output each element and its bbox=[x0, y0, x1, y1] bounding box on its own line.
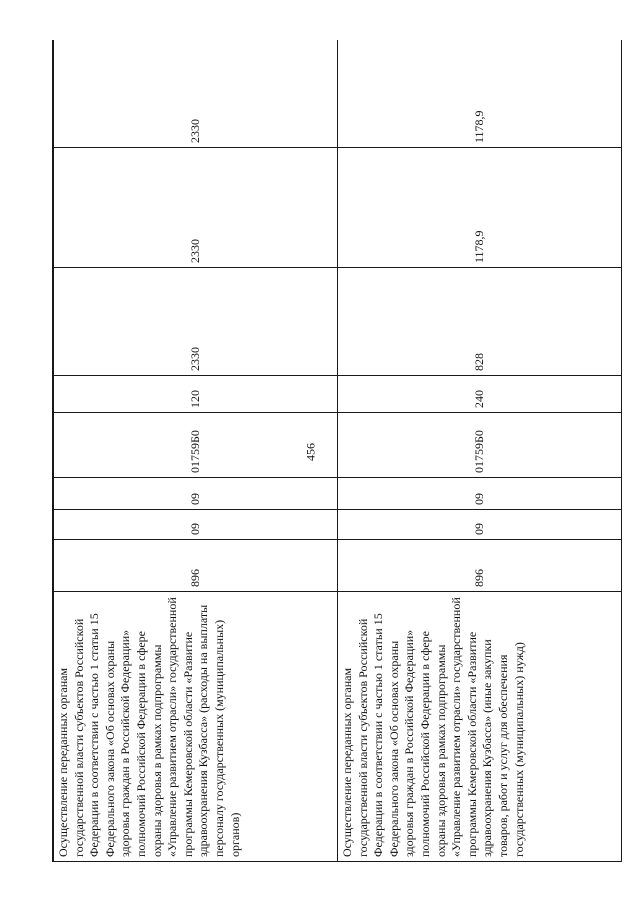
ministry-code: 896 bbox=[53, 540, 338, 592]
page-number: 456 bbox=[303, 443, 318, 461]
amount-cell: 1178,9 bbox=[338, 40, 622, 148]
table-row bbox=[338, 40, 622, 862]
subsection-code: 09 bbox=[338, 478, 622, 510]
amount-cell: 2330 bbox=[53, 268, 338, 376]
section-code: 09 bbox=[338, 510, 622, 540]
target-item-code: 01759Б0 bbox=[53, 413, 338, 478]
section-code: 09 bbox=[53, 510, 338, 540]
expense-type-code: 120 bbox=[53, 376, 338, 413]
amount-cell: 1178,9 bbox=[338, 148, 622, 268]
expense-description: Осуществление переданных органам государственной власти субъектов Российской Федерации в соответствии с частью 1 статьи 15 Федерального закона «Об основах охраны здоровья граждан в Российской Федерации» полномочий Российской Федерации в сфере охраны здоровья в рамках подпрограммы «Управление развитием отрасли» государственной программы Кемеровской области «Развитие здравоохранения Кузбасса» (расходы на выплаты персоналу государственных (муниципальных) органов) bbox=[53, 592, 338, 862]
expense-description: Осуществление переданных органам государственной власти субъектов Российской Федерации в соответствии с частью 1 статьи 15 Федерального закона «Об основах охраны здоровья граждан в Российской Федерации» полномочий Российской Федерации в сфере охраны здоровья в рамках подпрограммы «Управление развитием отрасли» государственной программы Кемеровской области «Развитие здравоохранения Кузбасса» (иные закупки товаров, работ и услуг для обеспечения государственных (муниципальных) нужд) bbox=[338, 592, 622, 862]
ministry-code: 896 bbox=[338, 540, 622, 592]
subsection-code: 09 bbox=[53, 478, 338, 510]
amount-cell: 2330 bbox=[53, 148, 338, 268]
budget-table bbox=[52, 40, 622, 862]
amount-cell: 828 bbox=[338, 268, 622, 376]
budget-table-container bbox=[52, 40, 622, 862]
expense-type-code: 240 bbox=[338, 376, 622, 413]
amount-cell: 2330 bbox=[53, 40, 338, 148]
target-item-code: 01759Б0 bbox=[338, 413, 622, 478]
table-row bbox=[53, 40, 338, 862]
rotated-table-frame bbox=[52, 40, 622, 862]
